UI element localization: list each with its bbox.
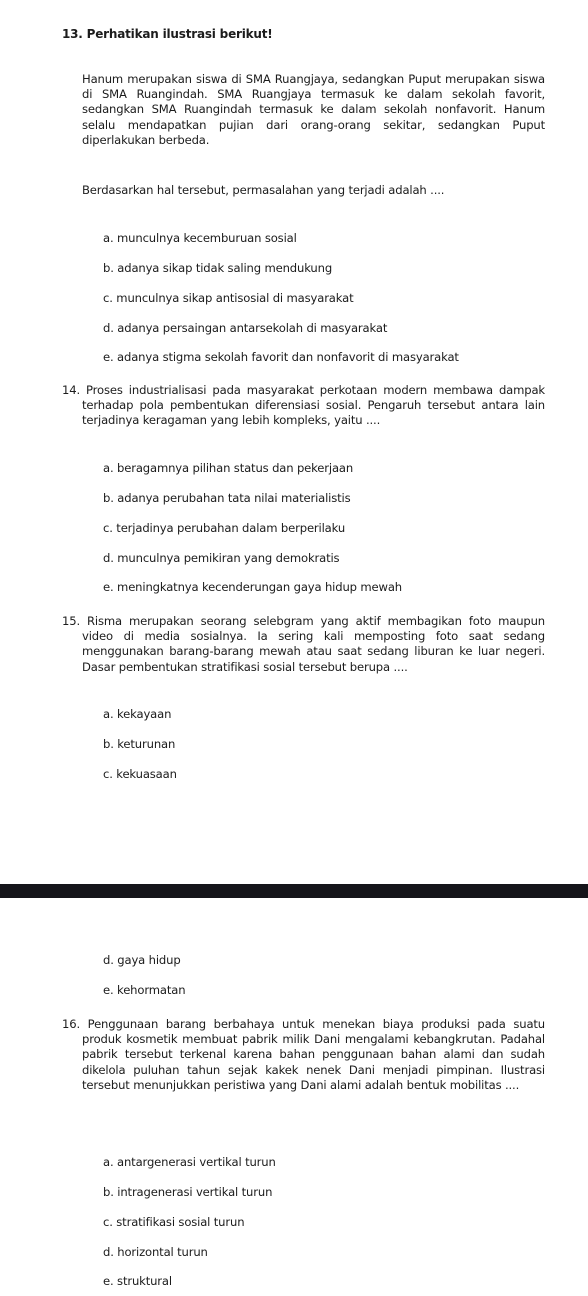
- question-16-option-a: a. antargenerasi vertikal turun: [103, 1155, 276, 1169]
- question-14-option-d: d. munculnya pemikiran yang demokratis: [103, 551, 340, 565]
- question-16-option-b: b. intragenerasi vertikal turun: [103, 1185, 273, 1199]
- question-16-option-d: d. horizontal turun: [103, 1245, 208, 1259]
- question-13-option-c: c. munculnya sikap antisosial di masyarakat: [103, 291, 354, 305]
- question-14-option-b: b. adanya perubahan tata nilai materialistis: [103, 491, 351, 505]
- question-13-passage: Hanum merupakan siswa di SMA Ruangjaya, sedangkan Puput merupakan siswa di SMA Ruangindah. SMA Ruangjaya termasuk ke dalam sekolah favorit, sedangkan SMA Ruangindah termasuk ke dalam sekolah nonfavorit. Hanum selalu mendapatkan pujian dari orang-orang sekitar, sedangkan Puput diperlakukan berbeda.: [82, 72, 545, 147]
- question-13-option-b: b. adanya sikap tidak saling mendukung: [103, 261, 333, 275]
- question-15-text: [62, 614, 545, 675]
- question-14-option-e: e. meningkatnya kecenderungan gaya hidup mewah: [103, 580, 403, 594]
- question-16-option-e: e. struktural: [103, 1274, 172, 1288]
- question-15-option-c: c. kekuasaan: [103, 767, 177, 781]
- question-14-text: [62, 383, 545, 429]
- question-15-option-b: b. keturunan: [103, 737, 176, 751]
- question-14-stem: 14. Proses industrialisasi pada masyarakat perkotaan modern membawa dampak terhadap pola pembentukan diferensiasi sosial. Pengaruh tersebut antara lain terjadinya keragaman yang lebih kompleks, yaitu ....: [62, 383, 545, 428]
- question-15-stem: 15. Risma merupakan seorang selebgram yang aktif membagikan foto maupun video di media sosialnya. Ia sering kali memposting foto saat sedang menggunakan barang-barang mewah atau saat sedang liburan ke luar negeri. Dasar pembentukan stratifikasi sosial tersebut berupa ....: [62, 614, 545, 674]
- question-13-prompt: Berdasarkan hal tersebut, permasalahan yang terjadi adalah ....: [82, 183, 445, 197]
- question-14-option-a: a. beragamnya pilihan status dan pekerjaan: [103, 461, 354, 475]
- page-break-band: [0, 884, 588, 898]
- question-13-title: 13. Perhatikan ilustrasi berikut!: [62, 27, 273, 41]
- question-16-stem: 16. Penggunaan barang berbahaya untuk menekan biaya produksi pada suatu produk kosmetik membuat pabrik milik Dani mengalami kebangkrutan. Padahal pabrik tersebut terkenal karena bahan penggunaan bahan alami dan sudah dikelola puluhan tahun sejak kakek nenek Dani menjadi pimpinan. Ilustrasi tersebut menunjukkan peristiwa yang Dani alami adalah bentuk mobilitas ....: [62, 1017, 545, 1092]
- question-15-option-e: e. kehormatan: [103, 983, 186, 997]
- question-15-option-a: a. kekayaan: [103, 707, 172, 721]
- question-13-option-a: a. munculnya kecemburuan sosial: [103, 231, 297, 245]
- question-15-option-d: d. gaya hidup: [103, 953, 181, 967]
- question-16-text: [62, 1017, 545, 1093]
- question-13-option-d: d. adanya persaingan antarsekolah di masyarakat: [103, 321, 388, 335]
- question-14-option-c: c. terjadinya perubahan dalam berperilaku: [103, 521, 346, 535]
- question-13-option-e: e. adanya stigma sekolah favorit dan nonfavorit di masyarakat: [103, 350, 459, 364]
- question-16-option-c: c. stratifikasi sosial turun: [103, 1215, 245, 1229]
